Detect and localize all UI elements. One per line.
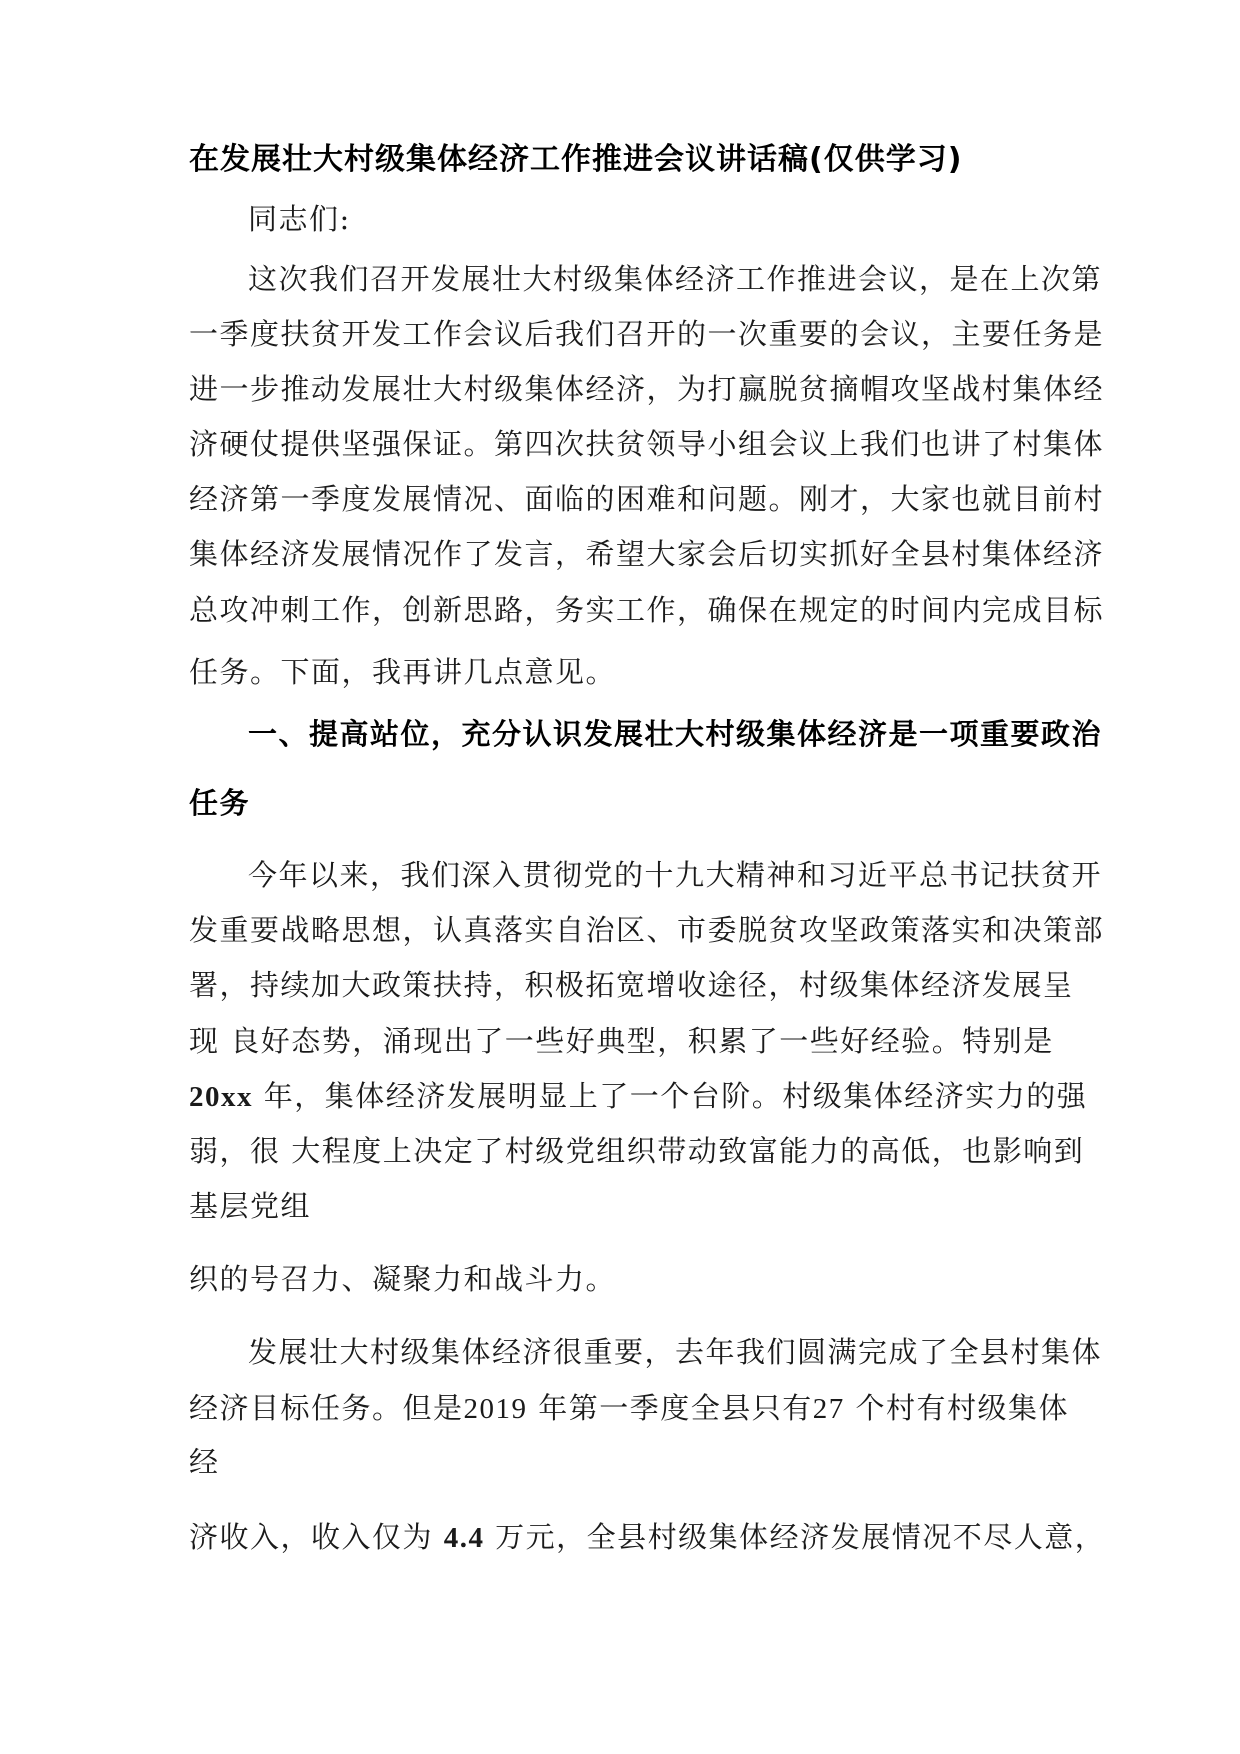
salutation: 同志们:: [248, 202, 351, 236]
paragraph-2-line-5-text: 年，集体经济发展明显上了一个台阶。村级集体经济实力的强: [253, 1079, 1088, 1113]
paragraph-2-line-6: 弱，很 大程度上决定了村级党组织带动致富能力的高低，也影响到: [189, 1134, 1085, 1168]
paragraph-2-line-5: [189, 1076, 1087, 1117]
paragraph-3-line-2-text-c: 个村有村级集体: [844, 1391, 1069, 1425]
paragraph-3-line-4-text-b: 万元，全县村级集体经济发展情况不尽人意，: [484, 1520, 1106, 1554]
paragraph-1-line-8: 任务。下面，我再讲几点意见。: [189, 655, 617, 689]
income-amount: 4.4: [443, 1522, 485, 1554]
paragraph-3-line-2: [189, 1388, 1069, 1429]
year-2019: 2019: [463, 1393, 528, 1425]
paragraph-2-line-2: 发重要战略思想，认真落实自治区、市委脱贫攻坚政策落实和决策部: [189, 913, 1105, 947]
paragraph-1-line-4: 济硬仗提供坚强保证。第四次扶贫领导小组会议上我们也讲了村集体: [189, 427, 1105, 461]
paragraph-2-line-1: 今年以来，我们深入贯彻党的十九大精神和习近平总书记扶贫开: [248, 858, 1103, 892]
paragraph-1-line-3: 进一步推动发展壮大村级集体经济，为打赢脱贫摘帽攻坚战村集体经: [189, 372, 1105, 406]
paragraph-3-line-1: 发展壮大村级集体经济很重要，去年我们圆满完成了全县村集体: [248, 1335, 1103, 1369]
paragraph-2-line-7: 基层党组: [189, 1189, 312, 1223]
paragraph-1-line-5: 经济第一季度发展情况、面临的困难和问题。刚才，大家也就目前村: [189, 482, 1105, 516]
paragraph-2-line-3: 署，持续加大政策扶持，积极拓宽增收途径，村级集体经济发展呈: [189, 968, 1074, 1002]
document-title: 在发展壮大村级集体经济工作推进会议讲话稿(仅供学习): [189, 142, 963, 177]
paragraph-1-line-6: 集体经济发展情况作了发言，希望大家会后切实抓好全县村集体经济: [189, 537, 1105, 571]
section-heading-1: 一、提高站位，充分认识发展壮大村级集体经济是一项重要政治: [248, 717, 1103, 751]
village-count: 27: [812, 1393, 845, 1425]
paragraph-3-line-2-text-a: 经济目标任务。但是: [189, 1391, 464, 1425]
paragraph-3-line-3: 经: [189, 1445, 220, 1479]
paragraph-3-line-2-text-b: 年第一季度全县只有: [527, 1391, 813, 1425]
paragraph-1-line-2: 一季度扶贫开发工作会议后我们召开的一次重要的会议，主要任务是: [189, 317, 1105, 351]
paragraph-2-line-4: 现 良好态势，涌现出了一些好典型，积累了一些好经验。特别是: [189, 1024, 1054, 1058]
section-heading-1-continued: 任务: [189, 786, 251, 820]
paragraph-2-line-8: 织的号召力、凝聚力和战斗力。: [189, 1262, 617, 1296]
paragraph-1-line-7: 总攻冲刺工作，创新思路，务实工作，确保在规定的时间内完成目标: [189, 593, 1105, 627]
paragraph-1-line-1: 这次我们召开发展壮大村级集体经济工作推进会议，是在上次第: [248, 262, 1103, 296]
paragraph-3-line-4-text-a: 济收入，收入仅为: [189, 1520, 444, 1554]
paragraph-3-line-4: [189, 1517, 1105, 1558]
year-value: 20xx: [189, 1081, 253, 1113]
